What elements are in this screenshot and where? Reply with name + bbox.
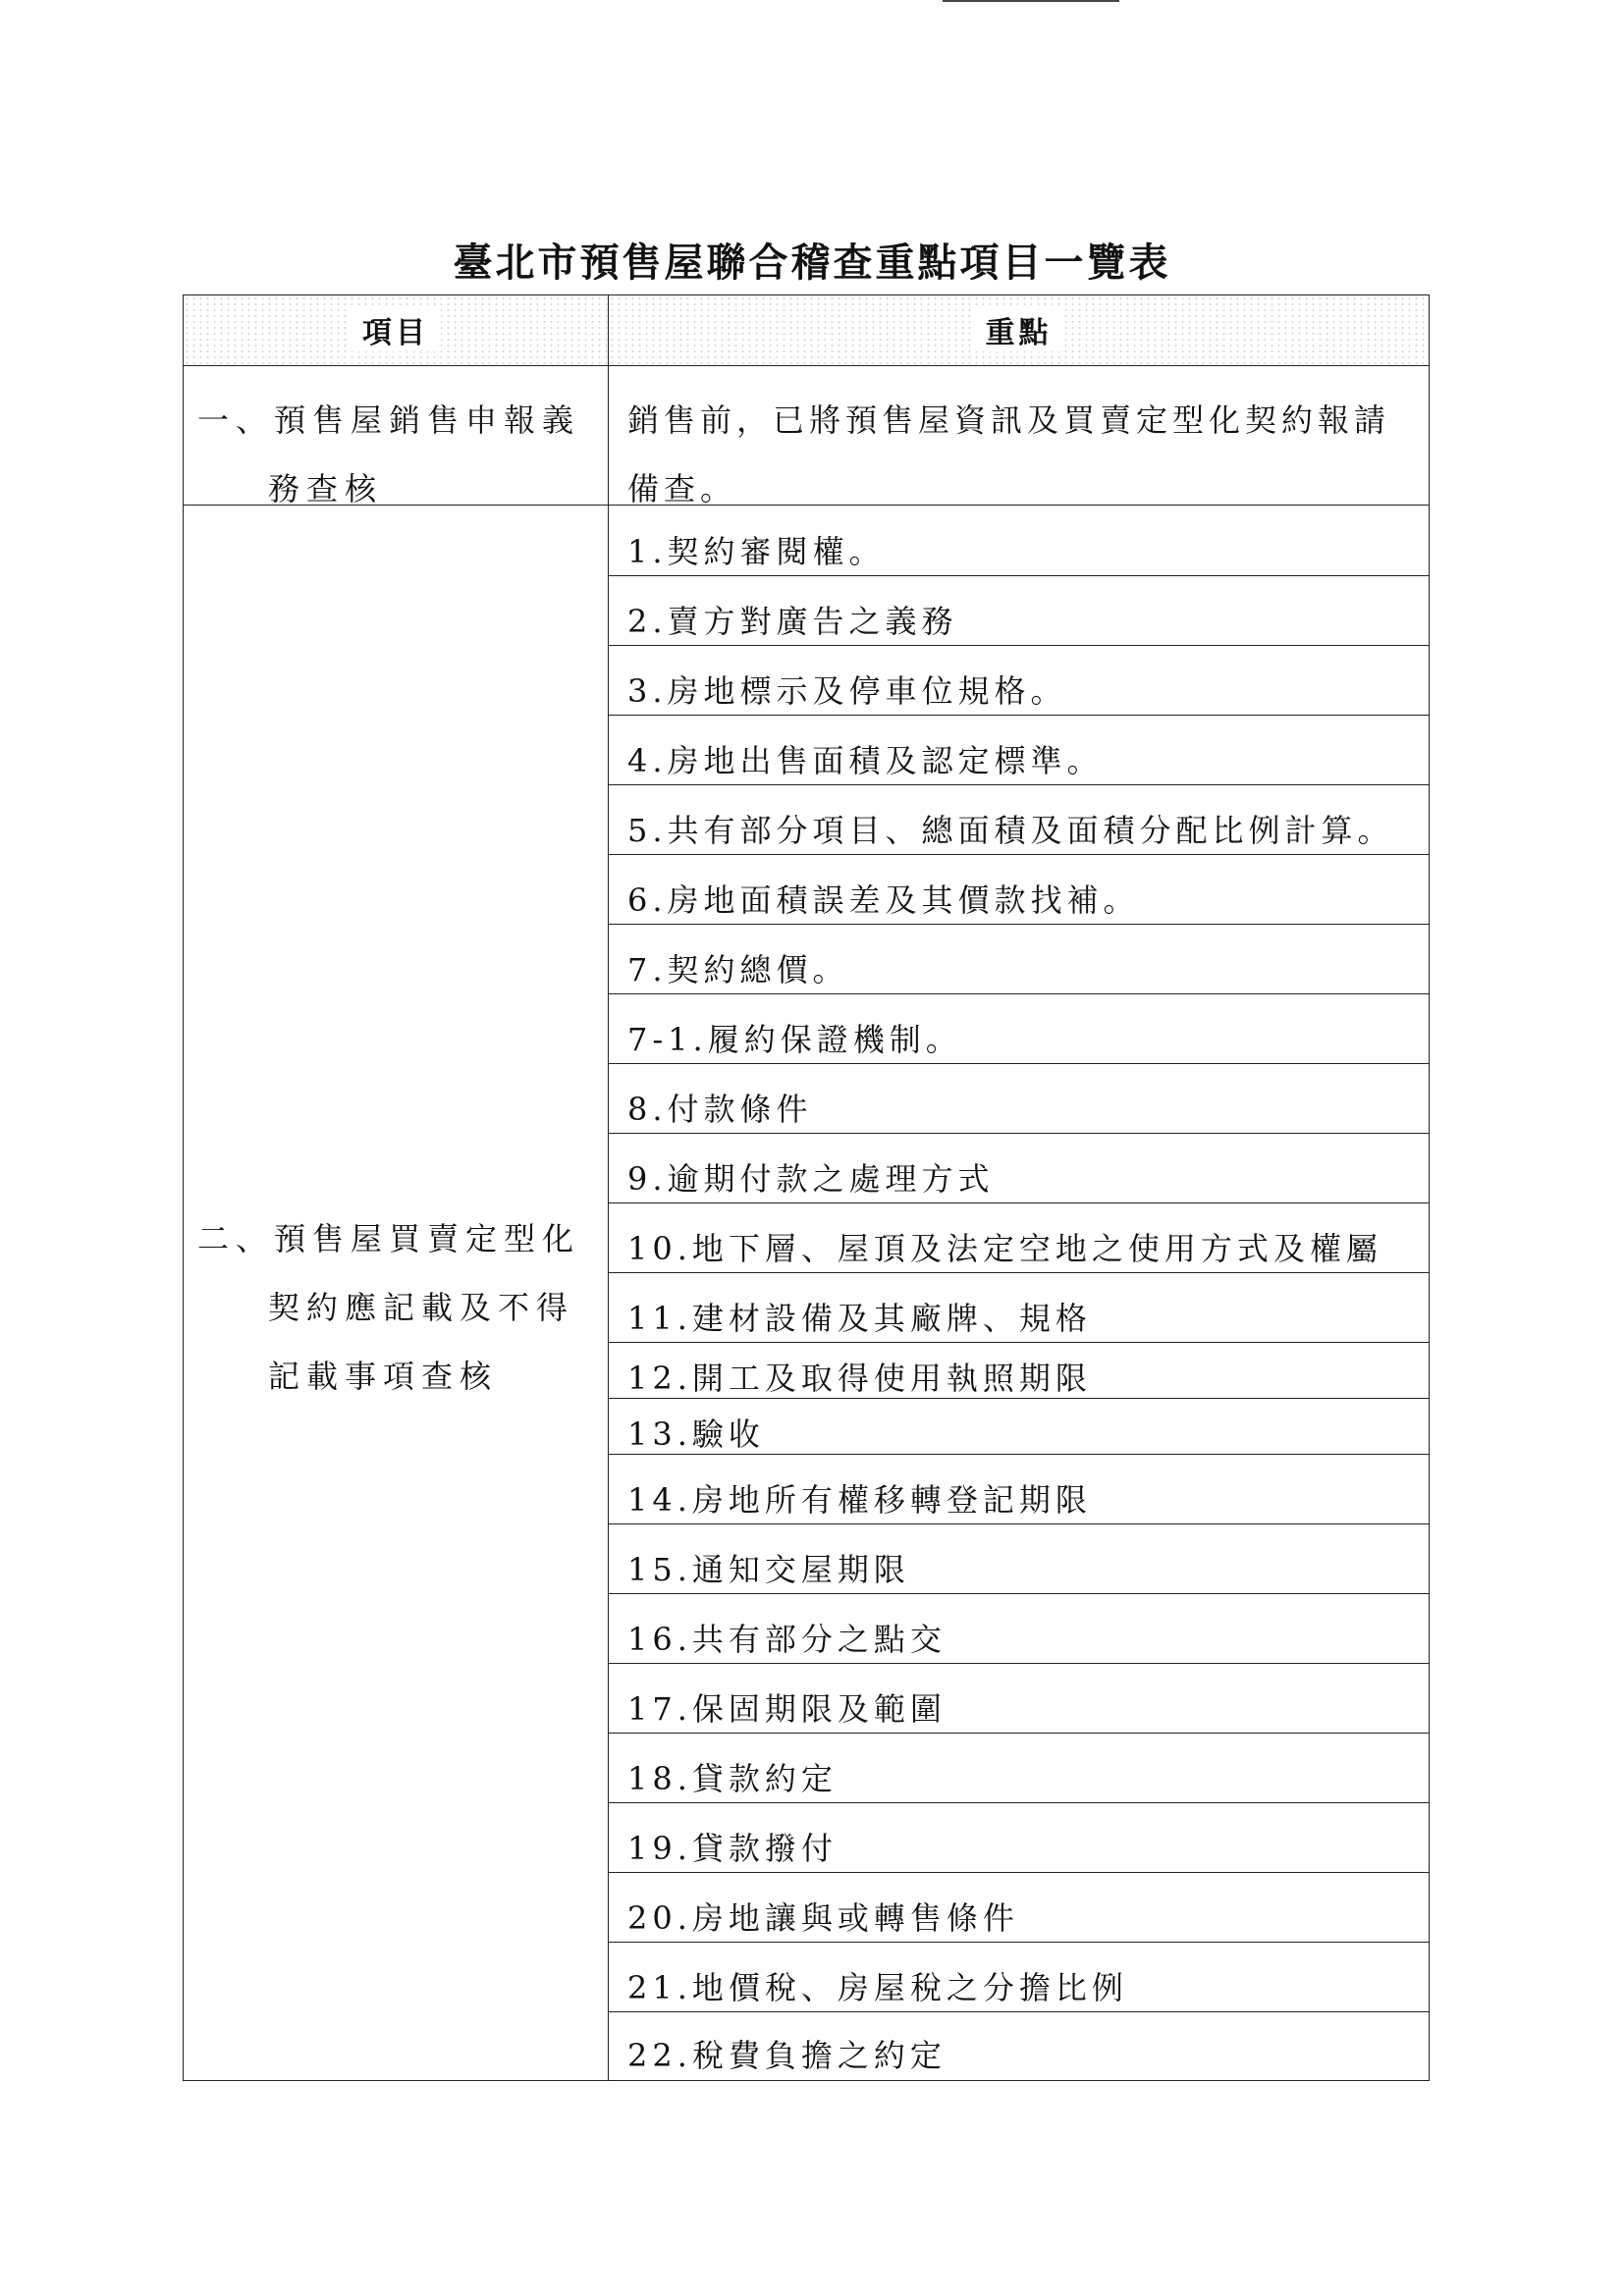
section-1-item [197,386,600,523]
row-divider [608,1342,1429,1343]
point-row: 11.建材設備及其廠牌、規格 [627,1300,1092,1337]
header-point-cell [609,295,1429,364]
row-divider [608,1063,1429,1064]
point-row: 1.契約審閱權。 [627,533,886,570]
row-divider [608,993,1429,994]
point-row: 2.賣方對廣告之義務 [627,603,958,640]
point-row: 7.契約總價。 [627,951,849,988]
section-1-point [627,386,1413,523]
point-row: 17.保固期限及範圍 [627,1690,947,1728]
row-divider [608,2011,1429,2012]
point-row: 8.付款條件 [627,1091,813,1128]
inspection-table [183,294,1430,2081]
row-divider [608,1454,1429,1455]
page-title: 臺北市預售屋聯合稽查重點項目一覽表 [453,240,1171,286]
point-row: 20.房地讓與或轉售條件 [627,1899,1019,1937]
section-2-item [197,1204,600,1411]
header-item: 項目 [351,308,441,351]
row-divider [608,715,1429,716]
point-row: 4.房地出售面積及認定標準。 [627,742,1104,779]
point-row: 12.開工及取得使用執照期限 [627,1360,1092,1397]
point-row: 13.驗收 [627,1415,765,1453]
point-row: 9.逾期付款之處理方式 [627,1160,995,1198]
point-row: 15.通知交屋期限 [627,1551,910,1588]
header-item-cell [184,295,608,364]
row-divider [608,1523,1429,1524]
section-2-item-line: 契約應記載及不得 [268,1289,575,1326]
row-divider [608,1942,1429,1943]
row-divider [608,1133,1429,1134]
row-divider [608,1398,1429,1399]
row-divider [608,1593,1429,1594]
point-row: 21.地價稅、房屋稅之分擔比例 [627,1969,1128,2006]
row-divider [608,1802,1429,1803]
point-row: 16.共有部分之點交 [627,1621,947,1658]
row-divider [608,1272,1429,1273]
header-divider [184,365,1429,366]
point-row: 6.房地面積誤差及其價款找補。 [627,881,1140,919]
column-divider [608,295,609,2080]
row-divider [608,1733,1429,1734]
row-divider [608,1872,1429,1873]
point-row: 10.地下層、屋頂及法定空地之使用方式及權屬 [627,1230,1382,1267]
section-2-item-line: 二、預售屋買賣定型化 [197,1220,581,1257]
section-divider [184,505,1429,506]
point-row: 14.房地所有權移轉登記期限 [627,1481,1092,1519]
point-row: 18.貸款約定 [627,1760,838,1797]
point-row: 3.房地標示及停車位規格。 [627,672,1067,710]
section-1-item-line: 一、預售屋銷售申報義 [197,401,581,439]
section-2-item-line: 記載事項查核 [268,1358,499,1395]
row-divider [608,924,1429,925]
row-divider [608,784,1429,785]
section-1-item-line: 務查核 [268,470,384,507]
row-divider [608,854,1429,855]
section-1-point-line: 備查。 [627,470,737,507]
section-1-point-line: 銷售前，已將預售屋資訊及買賣定型化契約報請 [627,401,1391,439]
point-row: 19.貸款撥付 [627,1830,838,1867]
point-row: 7-1.履約保證機制。 [627,1021,962,1058]
point-row: 5.共有部分項目、總面積及面積分配比例計算。 [627,812,1394,849]
row-divider [608,1202,1429,1203]
scan-edge-mark [943,0,1119,2]
row-divider [608,645,1429,646]
row-divider [608,1663,1429,1664]
header-point: 重點 [974,308,1064,351]
point-row: 22.稅費負擔之約定 [627,2037,947,2074]
row-divider [608,575,1429,576]
